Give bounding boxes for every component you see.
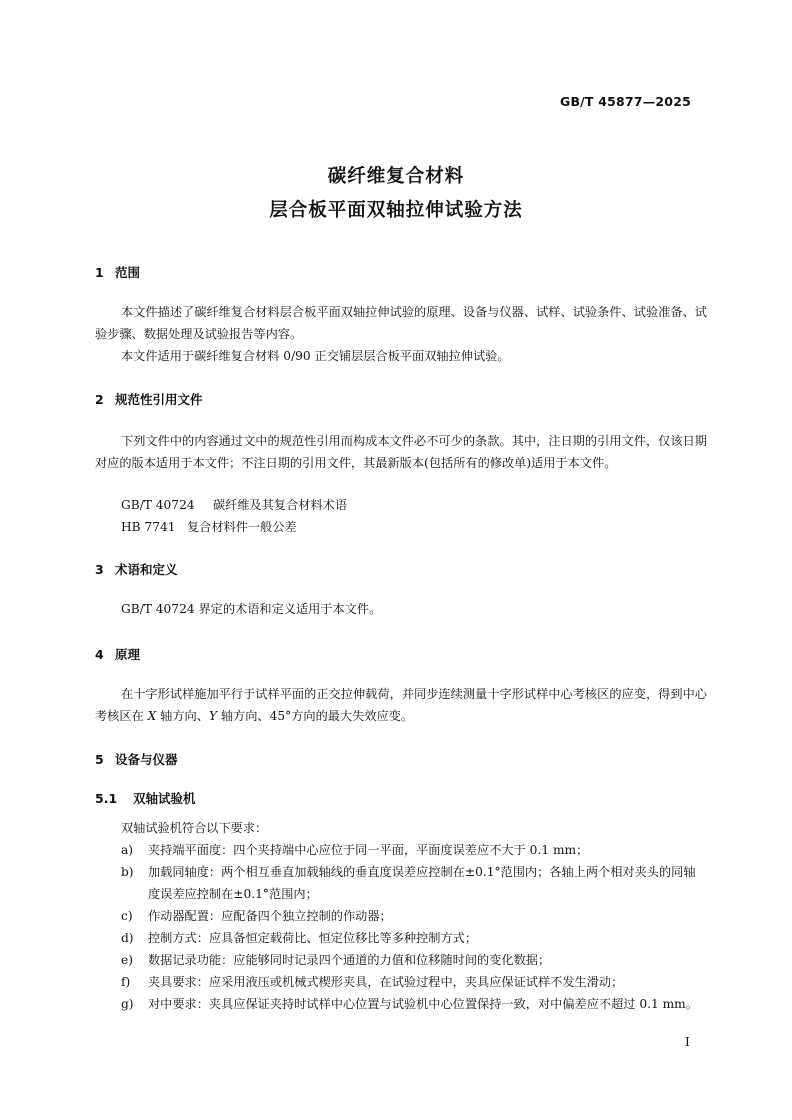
list-item xyxy=(121,839,707,861)
subsection-5-1-intro: 双轴试验机符合以下要求： xyxy=(121,821,268,835)
list-item xyxy=(121,949,707,971)
list-item-label: a) xyxy=(121,843,134,857)
list-item-label: d) xyxy=(121,931,134,945)
list-item-label: f) xyxy=(121,975,131,989)
list-item xyxy=(121,971,707,993)
paragraph-text: 轴方向、 xyxy=(156,709,209,723)
x-variable: X xyxy=(147,709,157,723)
section-3-paragraph-1: GB/T 40724 界定的术语和定义适用于本文件。 xyxy=(121,602,382,616)
list-item xyxy=(121,905,707,927)
y-variable: Y xyxy=(208,709,217,723)
section-1-heading xyxy=(95,263,140,281)
standard-code: GB/T 45877—2025 xyxy=(559,94,691,109)
paragraph-text: 轴方向、45°方向的最大失效应变。 xyxy=(216,709,414,723)
list-item xyxy=(121,861,707,905)
section-4-heading xyxy=(95,645,140,663)
subsection-number: 5.1 xyxy=(95,791,118,806)
section-title: 原理 xyxy=(115,647,141,662)
section-title: 设备与仪器 xyxy=(115,752,178,767)
list-item-label: e) xyxy=(121,953,133,967)
reference-item xyxy=(121,518,297,535)
section-number: 2 xyxy=(95,392,104,407)
section-2-paragraph-1: 下列文件中的内容通过文中的规范性引用而构成本文件必不可少的条款。其中，注日期的引用文件，仅该日期对应的版本适用于本文件；不注日期的引用文件，其最新版本(包括所有的修改单)适用于本文件。 xyxy=(95,434,707,470)
section-number: 3 xyxy=(95,562,104,577)
subsection-title: 双轴试验机 xyxy=(133,791,196,806)
section-5-heading xyxy=(95,750,178,768)
section-number: 1 xyxy=(95,265,104,280)
section-2-heading xyxy=(95,390,203,408)
section-title: 术语和定义 xyxy=(115,562,178,577)
subsection-5-1-heading xyxy=(95,789,196,807)
reference-code: GB/T 40724 xyxy=(121,498,195,512)
list-item xyxy=(121,993,707,1015)
section-3-heading xyxy=(95,560,178,578)
reference-name: 碳纤维及其复合材料术语 xyxy=(213,498,348,512)
document-title-line2: 层合板平面双轴拉伸试验方法 xyxy=(269,200,523,221)
list-item xyxy=(121,927,707,949)
document-title-line1: 碳纤维复合材料 xyxy=(327,166,465,187)
list-item-label: c) xyxy=(121,909,133,923)
section-title: 规范性引用文件 xyxy=(115,392,203,407)
section-title: 范围 xyxy=(115,265,141,280)
section-number: 5 xyxy=(95,752,104,767)
section-1-paragraph-2: 本文件适用于碳纤维复合材料 0/90 正交铺层层合板平面双轴拉伸试验。 xyxy=(121,349,510,363)
list-item-label: b) xyxy=(121,865,134,879)
list-item-text: 对中要求：夹具应保证夹持时试样中心位置与试验机中心位置保持一致，对中偏差应不超过 0.1 mm。 xyxy=(148,997,698,1011)
reference-name: 复合材料件一般公差 xyxy=(187,520,297,534)
section-number: 4 xyxy=(95,647,104,662)
list-item-text: 夹持端平面度：四个夹持端中心应位于同一平面，平面度误差应不大于 0.1 mm； xyxy=(148,843,589,857)
reference-item xyxy=(121,496,347,513)
list-item-text: 夹具要求：应采用液压或机械式楔形夹具，在试验过程中，夹具应保证试样不发生滑动； xyxy=(148,975,624,989)
list-item-label: g) xyxy=(121,997,134,1011)
list-item-text: 控制方式：应具备恒定载荷比、恒定位移比等多种控制方式； xyxy=(148,931,478,945)
section-1-paragraph-1: 本文件描述了碳纤维复合材料层合板平面双轴拉伸试验的原理、设备与仪器、试样、试验条件、试验准备、试验步骤、数据处理及试验报告等内容。 xyxy=(95,305,707,341)
list-item-text: 数据记录功能：应能够同时记录四个通道的力值和位移随时间的变化数据； xyxy=(148,953,551,967)
list-item-text: 加载同轴度：两个相互垂直加载轴线的垂直度误差应控制在±0.1°范围内；各轴上两个相对夹头的同轴度误差应控制在±0.1°范围内； xyxy=(148,865,696,901)
reference-code: HB 7741 xyxy=(121,520,176,534)
paragraph-text: 在十字形试样施加平行于试样平面的正交拉伸载荷，并同步连续测量十字形试样中心考核区的应变，得到中心考核区在 xyxy=(95,687,707,723)
list-item-text: 作动器配置：应配备四个独立控制的作动器； xyxy=(148,909,392,923)
section-4-paragraph-1 xyxy=(95,683,707,727)
page-number: I xyxy=(685,1035,690,1049)
